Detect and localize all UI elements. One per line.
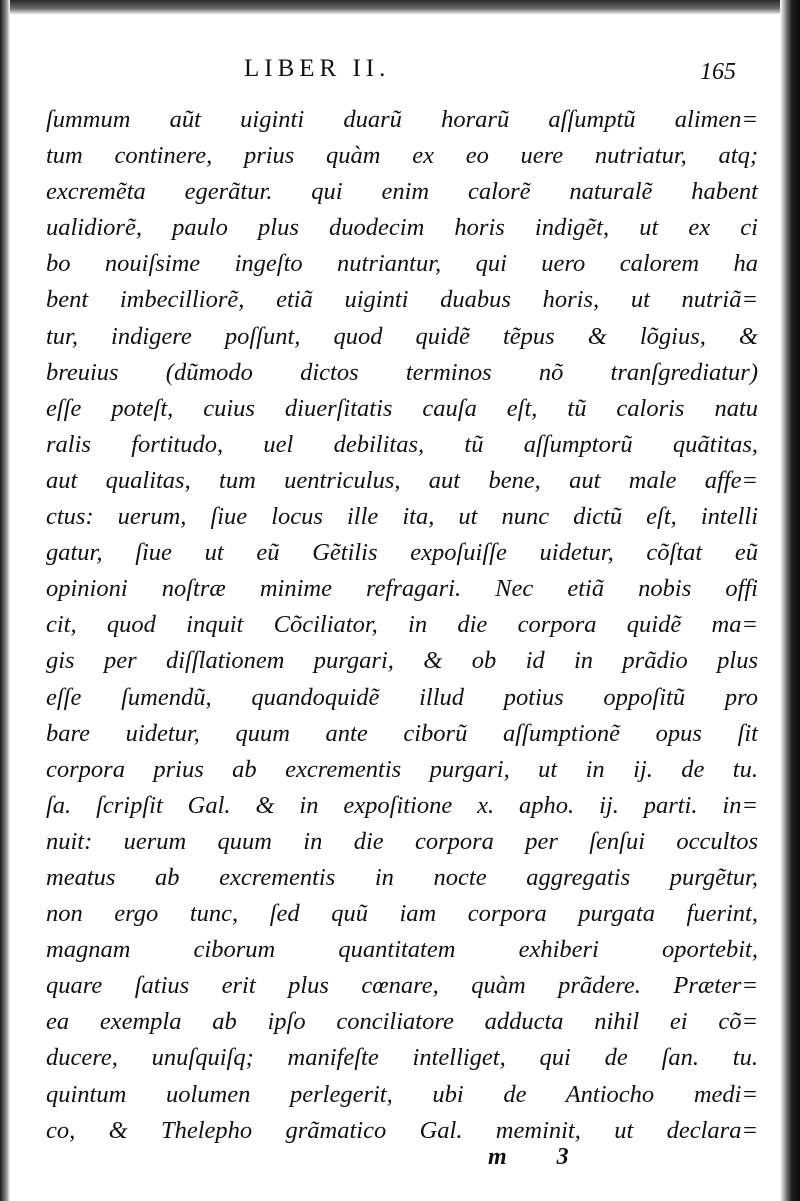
text-line: breuius (dũmodo dictos terminos nõ tranſgrediatur) <box>46 358 758 386</box>
text-line: non ergo tunc, ſed quũ iam corpora purgata fuerint, <box>46 900 758 928</box>
text-line: co, & Thelepho grãmatico Gal. meminit, ut declara= <box>46 1116 758 1144</box>
running-title: LIBER II. <box>244 55 391 82</box>
text-line: corpora prius ab excrementis purgari, ut in ij. de tu. <box>46 755 758 783</box>
text-line: tur, indigere poſſunt, quod quidẽ tẽpus & lõgius, & <box>46 322 758 350</box>
text-line: ducere, unuſquiſq; manifeſte intelliget, qui de ſan. tu. <box>46 1044 758 1072</box>
text-line: ea exempla ab ipſo conciliatore adducta nihil ei cõ= <box>46 1008 758 1036</box>
text-line: tum continere, prius quàm ex eo uere nutriatur, atq; <box>46 142 758 170</box>
text-line: ſummum aũt uiginti duarũ horarũ aſſumptũ alimen= <box>46 106 758 133</box>
text-line: aut qualitas, tum uentriculus, aut bene, aut male affe= <box>46 466 758 494</box>
text-line: bare uidetur, quum ante ciborũ aſſumptionẽ opus ſit <box>46 719 758 747</box>
text-line: bent imbecilliorẽ, etiã uiginti duabus horis, ut nutriã= <box>46 286 758 314</box>
text-line: gis per diſſlationem purgari, & ob id in prãdio plus <box>46 647 758 675</box>
body-text <box>46 102 758 1149</box>
text-line: quare ſatius erit plus cœnare, quàm prãdere. Præter= <box>46 972 758 1000</box>
text-line: magnam ciborum quantitatem exhiberi oportebit, <box>46 936 758 964</box>
scan-right-edge <box>780 0 800 1201</box>
text-line: quintum uolumen perlegerit, ubi de Antiocho medi= <box>46 1080 758 1108</box>
scan-top-edge <box>0 0 800 14</box>
page-number: 165 <box>700 59 736 85</box>
text-line: cit, quod inquit Cõciliator, in die corpora quidẽ ma= <box>46 611 758 639</box>
text-line: eſſe poteſt, cuius diuerſitatis cauſa eſt, tũ caloris natu <box>46 394 758 422</box>
text-line: ctus: uerum, ſiue locus ille ita, ut nunc dictũ eſt, intelli <box>46 503 758 531</box>
text-line: ralis fortitudo, uel debilitas, tũ aſſumptorũ quãtitas, <box>46 430 758 458</box>
text-line: excremẽta egerãtur. qui enim calorẽ naturalẽ habent <box>46 178 758 206</box>
text-line: opinioni noſtræ minime refragari. Nec etiã nobis offi <box>46 575 758 603</box>
text-line: bo nouiſsime ingeſto nutriantur, qui uero calorem ha <box>46 250 758 278</box>
signature-mark: m 3 <box>488 1144 591 1170</box>
text-line: ſa. ſcripſit Gal. & in expoſitione x. apho. ij. parti. in= <box>46 791 758 819</box>
running-head <box>0 55 800 95</box>
text-line: nuit: uerum quum in die corpora per ſenſui occultos <box>46 827 758 855</box>
text-line: eſſe ſumendũ, quandoquidẽ illud potius oppoſitũ pro <box>46 683 758 711</box>
text-line: ualidiorẽ, paulo plus duodecim horis indigẽt, ut ex ci <box>46 214 758 242</box>
scan-left-edge <box>0 0 10 1201</box>
text-line: gatur, ſiue ut eũ Gẽtilis expoſuiſſe uidetur, cõſtat eũ <box>46 539 758 567</box>
text-line: meatus ab excrementis in nocte aggregatis purgẽtur, <box>46 863 758 891</box>
